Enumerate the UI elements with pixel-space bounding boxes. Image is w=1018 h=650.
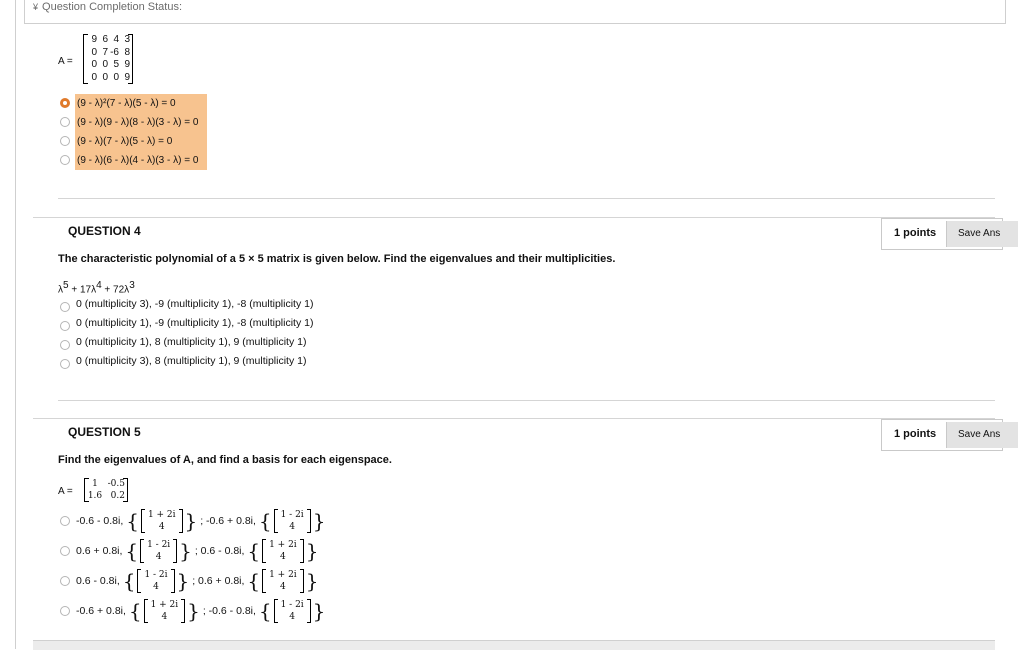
poly-term: λ (58, 284, 63, 296)
vector-top: 1 + 2i (150, 600, 179, 611)
eigenvalue-2: ; 0.6 + 0.8i, (192, 575, 245, 587)
divider (58, 400, 995, 401)
question-separator (33, 418, 995, 419)
radio-button[interactable] (60, 117, 70, 127)
matrix-cell: 9 (124, 59, 130, 70)
matrix-cell: -6 (110, 46, 119, 58)
q4-option-text[interactable]: 0 (multiplicity 1), -9 (multiplicity 1), -8 (multiplicity 1) (76, 317, 314, 329)
vector-bottom: 4 (289, 522, 295, 533)
brace-close: } (305, 539, 319, 564)
chevron-down-icon: ¥ (33, 2, 39, 12)
vector-bottom: 4 (161, 612, 168, 623)
question-separator (33, 217, 995, 218)
brace-open: { (126, 509, 139, 534)
q4-option-text[interactable]: 0 (multiplicity 3), 8 (multiplicity 1), 9 (multiplicity 1) (76, 355, 307, 367)
left-rail (15, 0, 16, 649)
matrix-cell: 0 (91, 59, 97, 70)
brace-open: { (125, 539, 139, 564)
q5-points: 1 points (894, 428, 937, 440)
brace-close: } (305, 569, 319, 594)
matrix-cell: 8 (124, 46, 130, 58)
matrix-cell: 9 (91, 34, 97, 45)
vector-top: 1 + 2i (269, 570, 297, 581)
next-question-edge (33, 640, 995, 650)
matrix-row (87, 490, 125, 502)
q4-option-text[interactable]: 0 (multiplicity 1), 8 (multiplicity 1), 9 (multiplicity 1) (76, 336, 307, 348)
vector-top: 1 - 2i (280, 600, 304, 611)
radio-button[interactable] (60, 546, 70, 556)
eigenvector (274, 599, 311, 623)
q4-save-answer-button[interactable]: Save Ans (946, 221, 1018, 247)
matrix-cell: 0 (113, 71, 119, 83)
q5-matrix-label: A = (58, 486, 73, 497)
q3-option-text[interactable]: (9 - λ)(6 - λ)(4 - λ)(3 - λ) = 0 (75, 151, 207, 170)
matrix-cell: -0.5 (107, 479, 125, 489)
eigenvector (141, 509, 183, 533)
matrix-cell: 3 (124, 34, 130, 45)
matrix-cell: 0.2 (110, 491, 125, 501)
matrix-row (87, 478, 125, 490)
q4-option-text[interactable]: 0 (multiplicity 3), -9 (multiplicity 1), -8 (multiplicity 1) (76, 298, 314, 310)
vector-bottom: 4 (153, 582, 159, 593)
vector-bottom: 4 (158, 522, 165, 533)
brace-open: { (258, 599, 272, 624)
eigenvalue-2: ; 0.6 - 0.8i, (194, 545, 245, 557)
matrix-cell: 0 (91, 71, 97, 83)
brace-open: { (247, 539, 261, 564)
brace-close: } (184, 509, 198, 534)
brace-close: } (312, 509, 326, 534)
radio-button[interactable] (60, 302, 70, 312)
radio-button[interactable] (60, 576, 70, 586)
eigenvalue-1: -0.6 - 0.8i, (76, 515, 124, 527)
divider (58, 198, 995, 199)
radio-button[interactable] (60, 359, 70, 369)
vector-top: 1 - 2i (280, 510, 304, 521)
radio-button[interactable] (60, 321, 70, 331)
poly-term: + 17λ (68, 284, 97, 296)
matrix-cell: 9 (124, 71, 130, 83)
eigenvector (144, 599, 186, 623)
eigenvector (274, 509, 311, 533)
radio-button[interactable] (60, 606, 70, 616)
brace-open: { (258, 509, 272, 534)
q5-option-text[interactable] (76, 567, 318, 595)
brace-close: } (187, 599, 200, 624)
matrix-cell: 4 (113, 34, 119, 45)
matrix-row (86, 47, 130, 60)
poly-exponent: 3 (129, 280, 135, 291)
q3-option-text[interactable]: (9 - λ)²(7 - λ)(5 - λ) = 0 (75, 94, 207, 113)
radio-button[interactable] (60, 340, 70, 350)
eigenvalue-2: ; -0.6 + 0.8i, (200, 515, 256, 527)
vector-bottom: 4 (280, 582, 286, 593)
eigenvector (137, 569, 174, 593)
matrix-2x2 (84, 478, 128, 502)
q4-title: QUESTION 4 (68, 224, 141, 238)
matrix-cell: 1 (92, 479, 98, 489)
brace-open: { (122, 569, 136, 594)
q3-option-text[interactable]: (9 - λ)(7 - λ)(5 - λ) = 0 (75, 132, 207, 151)
q3-option-text[interactable]: (9 - λ)(9 - λ)(8 - λ)(3 - λ) = 0 (75, 113, 207, 132)
radio-button[interactable] (60, 155, 70, 165)
radio-button-selected[interactable] (60, 98, 70, 108)
completion-status-label: Question Completion Status: (42, 1, 183, 13)
q5-option-text[interactable] (76, 537, 318, 565)
brace-close: } (179, 539, 192, 564)
eigenvalue-1: 0.6 - 0.8i, (76, 575, 120, 587)
completion-status-toggle[interactable] (33, 1, 182, 13)
matrix-cell: 0 (102, 59, 108, 70)
q4-polynomial (58, 280, 135, 295)
radio-button[interactable] (60, 136, 70, 146)
brace-close: } (176, 569, 190, 594)
matrix-4x4 (83, 34, 133, 84)
eigenvalue-2: ; -0.6 - 0.8i, (202, 605, 256, 617)
q5-option-text[interactable] (76, 507, 325, 535)
q5-save-answer-button[interactable]: Save Ans (946, 422, 1018, 448)
q4-points: 1 points (894, 227, 937, 239)
q5-title: QUESTION 5 (68, 425, 141, 439)
poly-exponent: 4 (96, 280, 102, 291)
vector-top: 1 + 2i (269, 540, 297, 551)
eigenvector (140, 539, 177, 563)
vector-bottom: 4 (155, 552, 162, 563)
brace-close: } (312, 599, 326, 624)
brace-open: { (247, 569, 261, 594)
matrix-cell: 0 (102, 71, 108, 83)
radio-button[interactable] (60, 516, 70, 526)
vector-bottom: 4 (289, 612, 295, 623)
q3-matrix-label: A = (58, 56, 73, 67)
eigenvector (262, 569, 304, 593)
matrix-row (86, 59, 130, 72)
matrix-row (86, 72, 130, 85)
eigenvalue-1: 0.6 + 0.8i, (76, 545, 123, 557)
matrix-cell: 7 (102, 46, 108, 58)
eigenvalue-1: -0.6 + 0.8i, (76, 605, 126, 617)
matrix-cell: 1.6 (87, 491, 103, 501)
matrix-cell: 0 (91, 46, 97, 58)
vector-top: 1 - 2i (147, 540, 171, 551)
matrix-cell: 5 (113, 59, 119, 70)
poly-exponent: 5 (63, 280, 69, 291)
q5-prompt: Find the eigenvalues of A, and find a basis for each eigenspace. (58, 454, 392, 466)
q5-option-text[interactable] (76, 597, 325, 625)
brace-open: { (128, 599, 142, 624)
poly-term: + 72λ (101, 284, 130, 296)
vector-bottom: 4 (280, 552, 286, 563)
vector-top: 1 + 2i (147, 510, 176, 521)
matrix-row (86, 34, 130, 47)
vector-top: 1 - 2i (144, 570, 168, 581)
eigenvector (262, 539, 304, 563)
q4-prompt: The characteristic polynomial of a 5 × 5 matrix is given below. Find the eigenvalues and their multiplicities. (58, 253, 616, 265)
matrix-cell: 6 (102, 34, 108, 45)
